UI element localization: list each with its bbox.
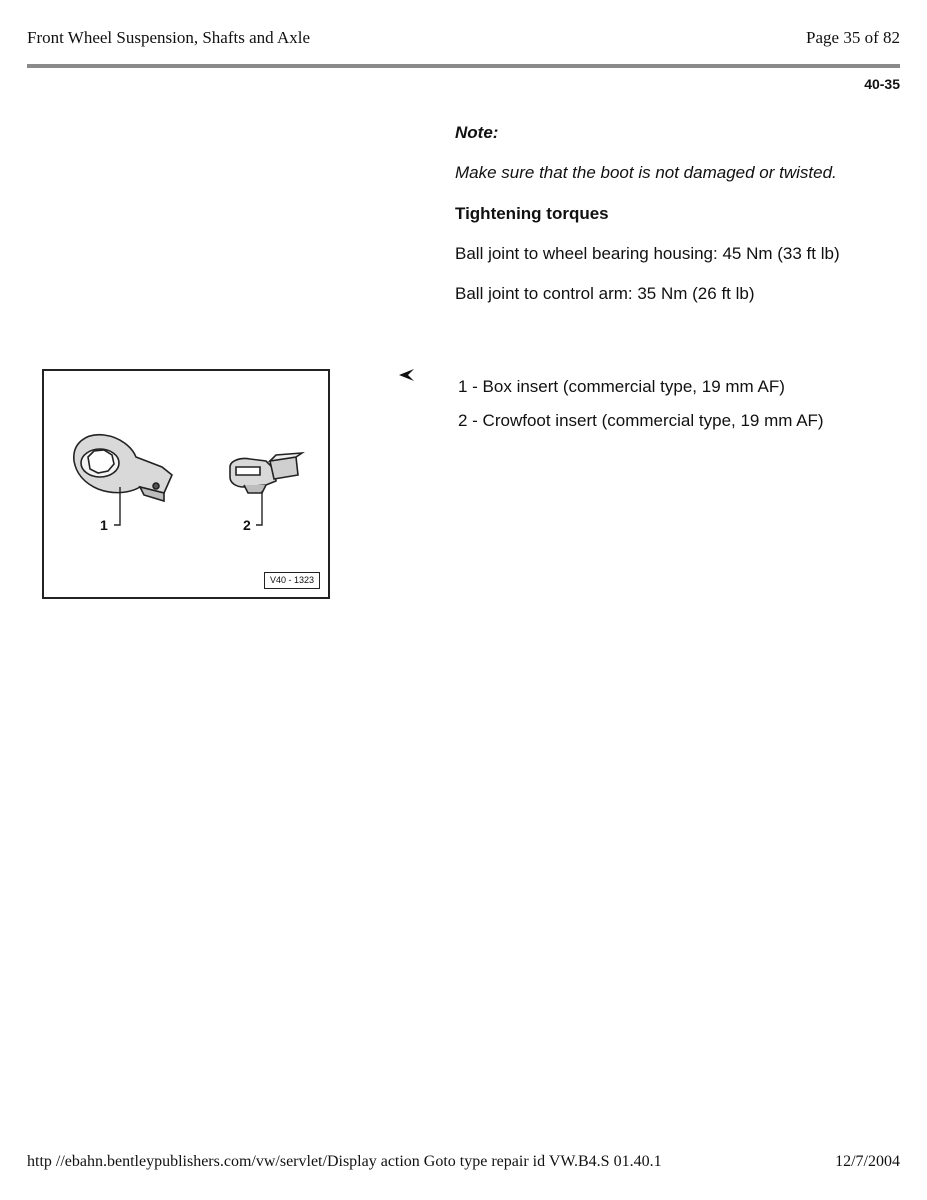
callout-1: 1	[100, 517, 108, 533]
note-title: Note:	[455, 123, 499, 142]
note-text: Make sure that the boot is not damaged or twisted.	[455, 163, 837, 182]
legend-item-1: 1 - Box insert (commercial type, 19 mm AF)	[458, 377, 785, 396]
legend-item-2: 2 - Crowfoot insert (commercial type, 19 mm AF)	[458, 411, 824, 430]
arrow-pointer-icon	[398, 366, 416, 387]
torque-spec-2: Ball joint to control arm: 35 Nm (26 ft lb)	[455, 284, 755, 303]
torque-spec-1: Ball joint to wheel bearing housing: 45 Nm (33 ft lb)	[455, 244, 840, 263]
section-number: 40-35	[864, 76, 900, 92]
callout-2: 2	[243, 517, 251, 533]
main-content	[455, 122, 855, 304]
page-footer	[27, 1153, 900, 1171]
callout-leaders	[114, 487, 262, 525]
figure-code: V40 - 1323	[264, 572, 320, 589]
crowfoot-insert-drawing	[230, 453, 302, 493]
page-indicator: Page 35 of 82	[806, 28, 900, 47]
box-insert-drawing	[74, 435, 172, 501]
torque-heading: Tightening torques	[455, 204, 609, 223]
header-rule	[27, 64, 900, 68]
tool-illustration	[42, 369, 330, 599]
document-title: Front Wheel Suspension, Shafts and Axle	[27, 28, 310, 47]
footer-url: http //ebahn.bentleypublishers.com/vw/servlet/Display action Goto type repair id VW.B4.S 01.40.1	[27, 1153, 662, 1170]
footer-date: 12/7/2004	[835, 1153, 900, 1170]
tools-drawing	[44, 371, 328, 597]
figure-legend	[458, 376, 878, 444]
